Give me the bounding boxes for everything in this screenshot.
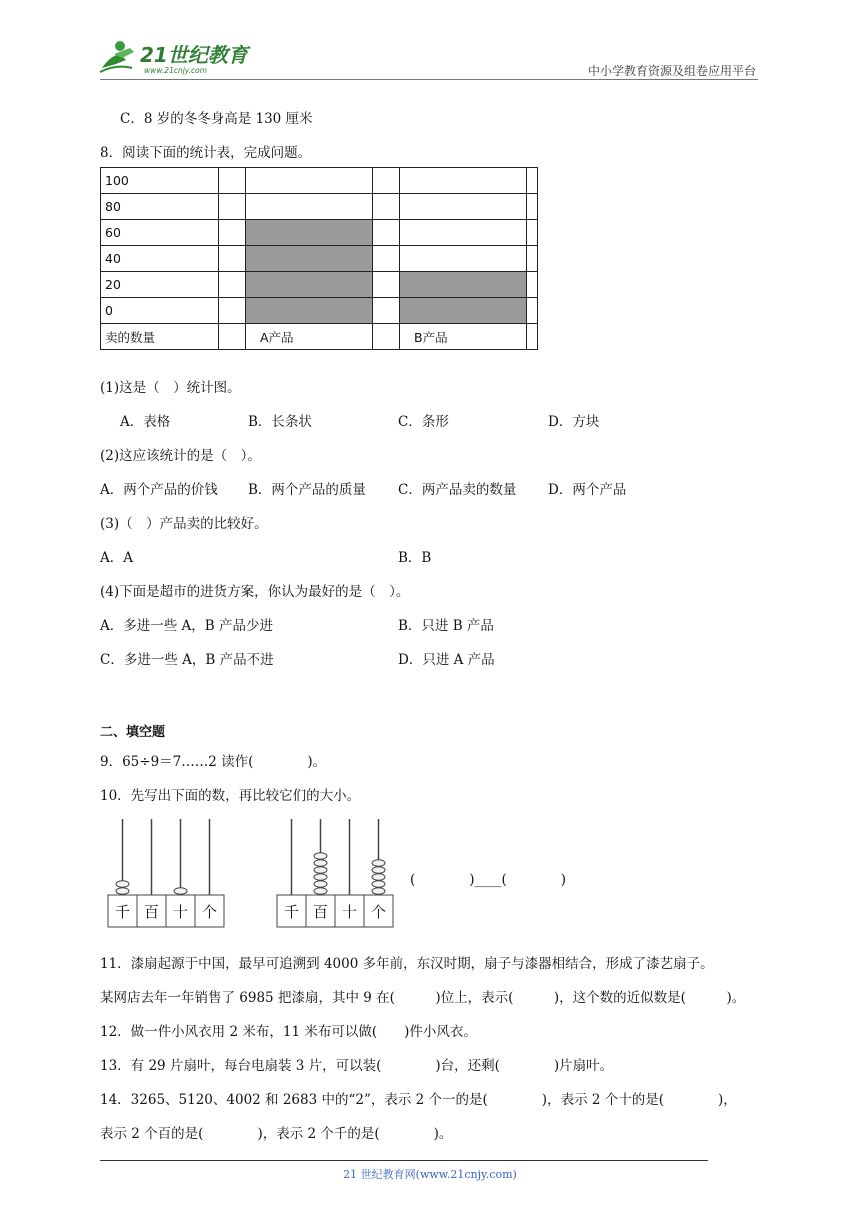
stat-gap-cell <box>219 194 246 220</box>
stat-row <box>101 194 538 220</box>
footer-divider <box>100 1160 708 1161</box>
q10-compare-blank: ( )____( ) <box>410 872 567 888</box>
q14-line-2: 表示 2 个百的是( )，表示 2 个千的是( )。 <box>100 1126 453 1142</box>
stat-end-cell <box>527 194 538 220</box>
stat-row <box>101 298 538 324</box>
q8-2-opt-a: A．两个产品的价钱 <box>100 482 218 498</box>
stat-row-label: 60 <box>101 220 219 246</box>
abacus-place-label: 百 <box>143 903 160 921</box>
abacus-bead <box>116 888 129 895</box>
stat-gap-cell <box>373 324 400 350</box>
q8-4-opt-c: C．多进一些 A，B 产品不进 <box>100 652 274 668</box>
stat-row <box>101 168 538 194</box>
bar-cell-b <box>400 194 527 220</box>
stat-row-label: 20 <box>101 272 219 298</box>
bar-cell-b <box>400 272 527 298</box>
abacus-place-label: 个 <box>370 903 387 921</box>
q8-3-text: (3)（ ）产品卖的比较好。 <box>100 516 268 532</box>
bar-cell-b <box>400 246 527 272</box>
q7-option-c: C．8 岁的冬冬身高是 130 厘米 <box>120 111 313 127</box>
q8-1-opt-c: C．条形 <box>398 414 449 430</box>
abacus-place-label: 个 <box>201 903 218 921</box>
stat-end-cell <box>527 220 538 246</box>
abacus-place-label: 十 <box>172 903 189 921</box>
category-label-a: A产品 <box>246 324 373 350</box>
q11-line-2: 某网店去年一年销售了 6985 把漆扇，其中 9 在( )位上，表示( )，这个数的近似数是( )。 <box>100 990 746 1006</box>
stat-end-cell <box>527 324 538 350</box>
bar-cell-b <box>400 298 527 324</box>
q8-2-text: (2)这应该统计的是（ ）。 <box>100 448 261 464</box>
q8-title: 8．阅读下面的统计表，完成问题。 <box>100 145 312 161</box>
q8-2-opt-c: C．两产品卖的数量 <box>398 482 517 498</box>
header-divider <box>100 79 758 80</box>
stat-row-label: 0 <box>101 298 219 324</box>
q8-1-opt-b: B．长条状 <box>248 414 312 430</box>
stat-row <box>101 272 538 298</box>
abacus-bead <box>372 881 385 888</box>
stat-gap-cell <box>219 168 246 194</box>
stat-end-cell <box>527 168 538 194</box>
bar-cell-a <box>246 298 373 324</box>
stat-row-header: 卖的数量 <box>101 324 219 350</box>
q12-text: 12．做一件小风衣用 2 米布，11 米布可以做( )件小风衣。 <box>100 1024 477 1040</box>
logo-text: 21世纪教育 <box>140 43 248 67</box>
abacus-bead <box>372 860 385 867</box>
q13-text: 13．有 29 片扇叶，每台电扇装 3 片，可以装( )台，还剩( )片扇叶。 <box>100 1058 614 1074</box>
q8-4-text: (4)下面是超市的进货方案，你认为最好的是（ ）。 <box>100 584 410 600</box>
q8-4-opt-b: B．只进 B 产品 <box>398 618 494 634</box>
stat-end-cell <box>527 272 538 298</box>
stat-row-label: 80 <box>101 194 219 220</box>
bar-cell-a <box>246 246 373 272</box>
abacus-bead <box>314 867 327 874</box>
q8-4-opt-d: D．只进 A 产品 <box>398 652 495 668</box>
abacus-place-label: 百 <box>312 903 329 921</box>
site-logo <box>96 38 256 76</box>
abacus-bead <box>372 867 385 874</box>
bar-cell-b <box>400 168 527 194</box>
abacus-place-label: 十 <box>341 903 358 921</box>
q8-2-opt-b: B．两个产品的质量 <box>248 482 366 498</box>
stat-gap-cell <box>373 272 400 298</box>
stat-gap-cell <box>219 298 246 324</box>
category-label-b: B产品 <box>400 324 527 350</box>
q9-text: 9．65÷9＝7……2 读作( )。 <box>100 754 327 770</box>
stat-gap-cell <box>373 246 400 272</box>
abacus-place-label: 千 <box>114 903 131 921</box>
q8-3-opt-a: A．A <box>100 550 133 566</box>
q14-line-1: 14．3265、5120、4002 和 2683 中的“2”，表示 2 个一的是( )，表示 2 个十的是( )， <box>100 1092 737 1108</box>
stat-gap-cell <box>219 246 246 272</box>
q8-2-opt-d: D．两个产品 <box>548 482 627 498</box>
abacus-bead <box>314 881 327 888</box>
q11-line-1: 11．漆扇起源于中国，最早可追溯到 4000 多年前，东汉时期，扇子与漆器相结合，形成了漆艺扇子。 <box>100 956 714 972</box>
stat-row-label: 40 <box>101 246 219 272</box>
stat-gap-cell <box>219 324 246 350</box>
stat-row <box>101 220 538 246</box>
abacus-bead <box>372 888 385 895</box>
q8-1-text: (1)这是（ ）统计图。 <box>100 380 241 396</box>
bar-cell-a <box>246 220 373 246</box>
q8-1-opt-a: A．表格 <box>120 414 171 430</box>
stat-caption-row <box>101 324 538 350</box>
q10-text: 10．先写出下面的数，再比较它们的大小。 <box>100 788 361 804</box>
q8-1-opt-d: D．方块 <box>548 414 600 430</box>
abacus-bead <box>314 853 327 860</box>
abacus-bead <box>314 888 327 895</box>
abacus-bead <box>314 860 327 867</box>
footer-text: 21 世纪教育网(www.21cnjy.com) <box>343 1168 517 1181</box>
abacus-figure <box>100 815 430 930</box>
stat-gap-cell <box>373 194 400 220</box>
header-platform-text: 中小学教育资源及组卷应用平台 <box>587 64 756 78</box>
abacus-bead <box>116 881 129 888</box>
stat-gap-cell <box>373 220 400 246</box>
bar-cell-b <box>400 220 527 246</box>
section-2-heading: 二、填空题 <box>100 725 166 740</box>
bar-cell-a <box>246 168 373 194</box>
stat-end-cell <box>527 298 538 324</box>
stat-end-cell <box>527 246 538 272</box>
q8-3-opt-b: B．B <box>398 550 432 566</box>
abacus-place-label: 千 <box>283 903 300 921</box>
abacus-bead <box>174 888 187 895</box>
q8-4-opt-a: A．多进一些 A，B 产品少进 <box>100 618 274 634</box>
logo-url: www.21cnjy.com <box>144 66 208 75</box>
stat-row <box>101 246 538 272</box>
bar-cell-a <box>246 194 373 220</box>
stat-gap-cell <box>373 298 400 324</box>
stat-gap-cell <box>219 272 246 298</box>
stat-gap-cell <box>219 220 246 246</box>
stat-row-label: 100 <box>101 168 219 194</box>
bar-cell-a <box>246 272 373 298</box>
stat-gap-cell <box>373 168 400 194</box>
stat-table <box>100 167 538 350</box>
abacus-bead <box>372 874 385 881</box>
abacus-bead <box>314 874 327 881</box>
